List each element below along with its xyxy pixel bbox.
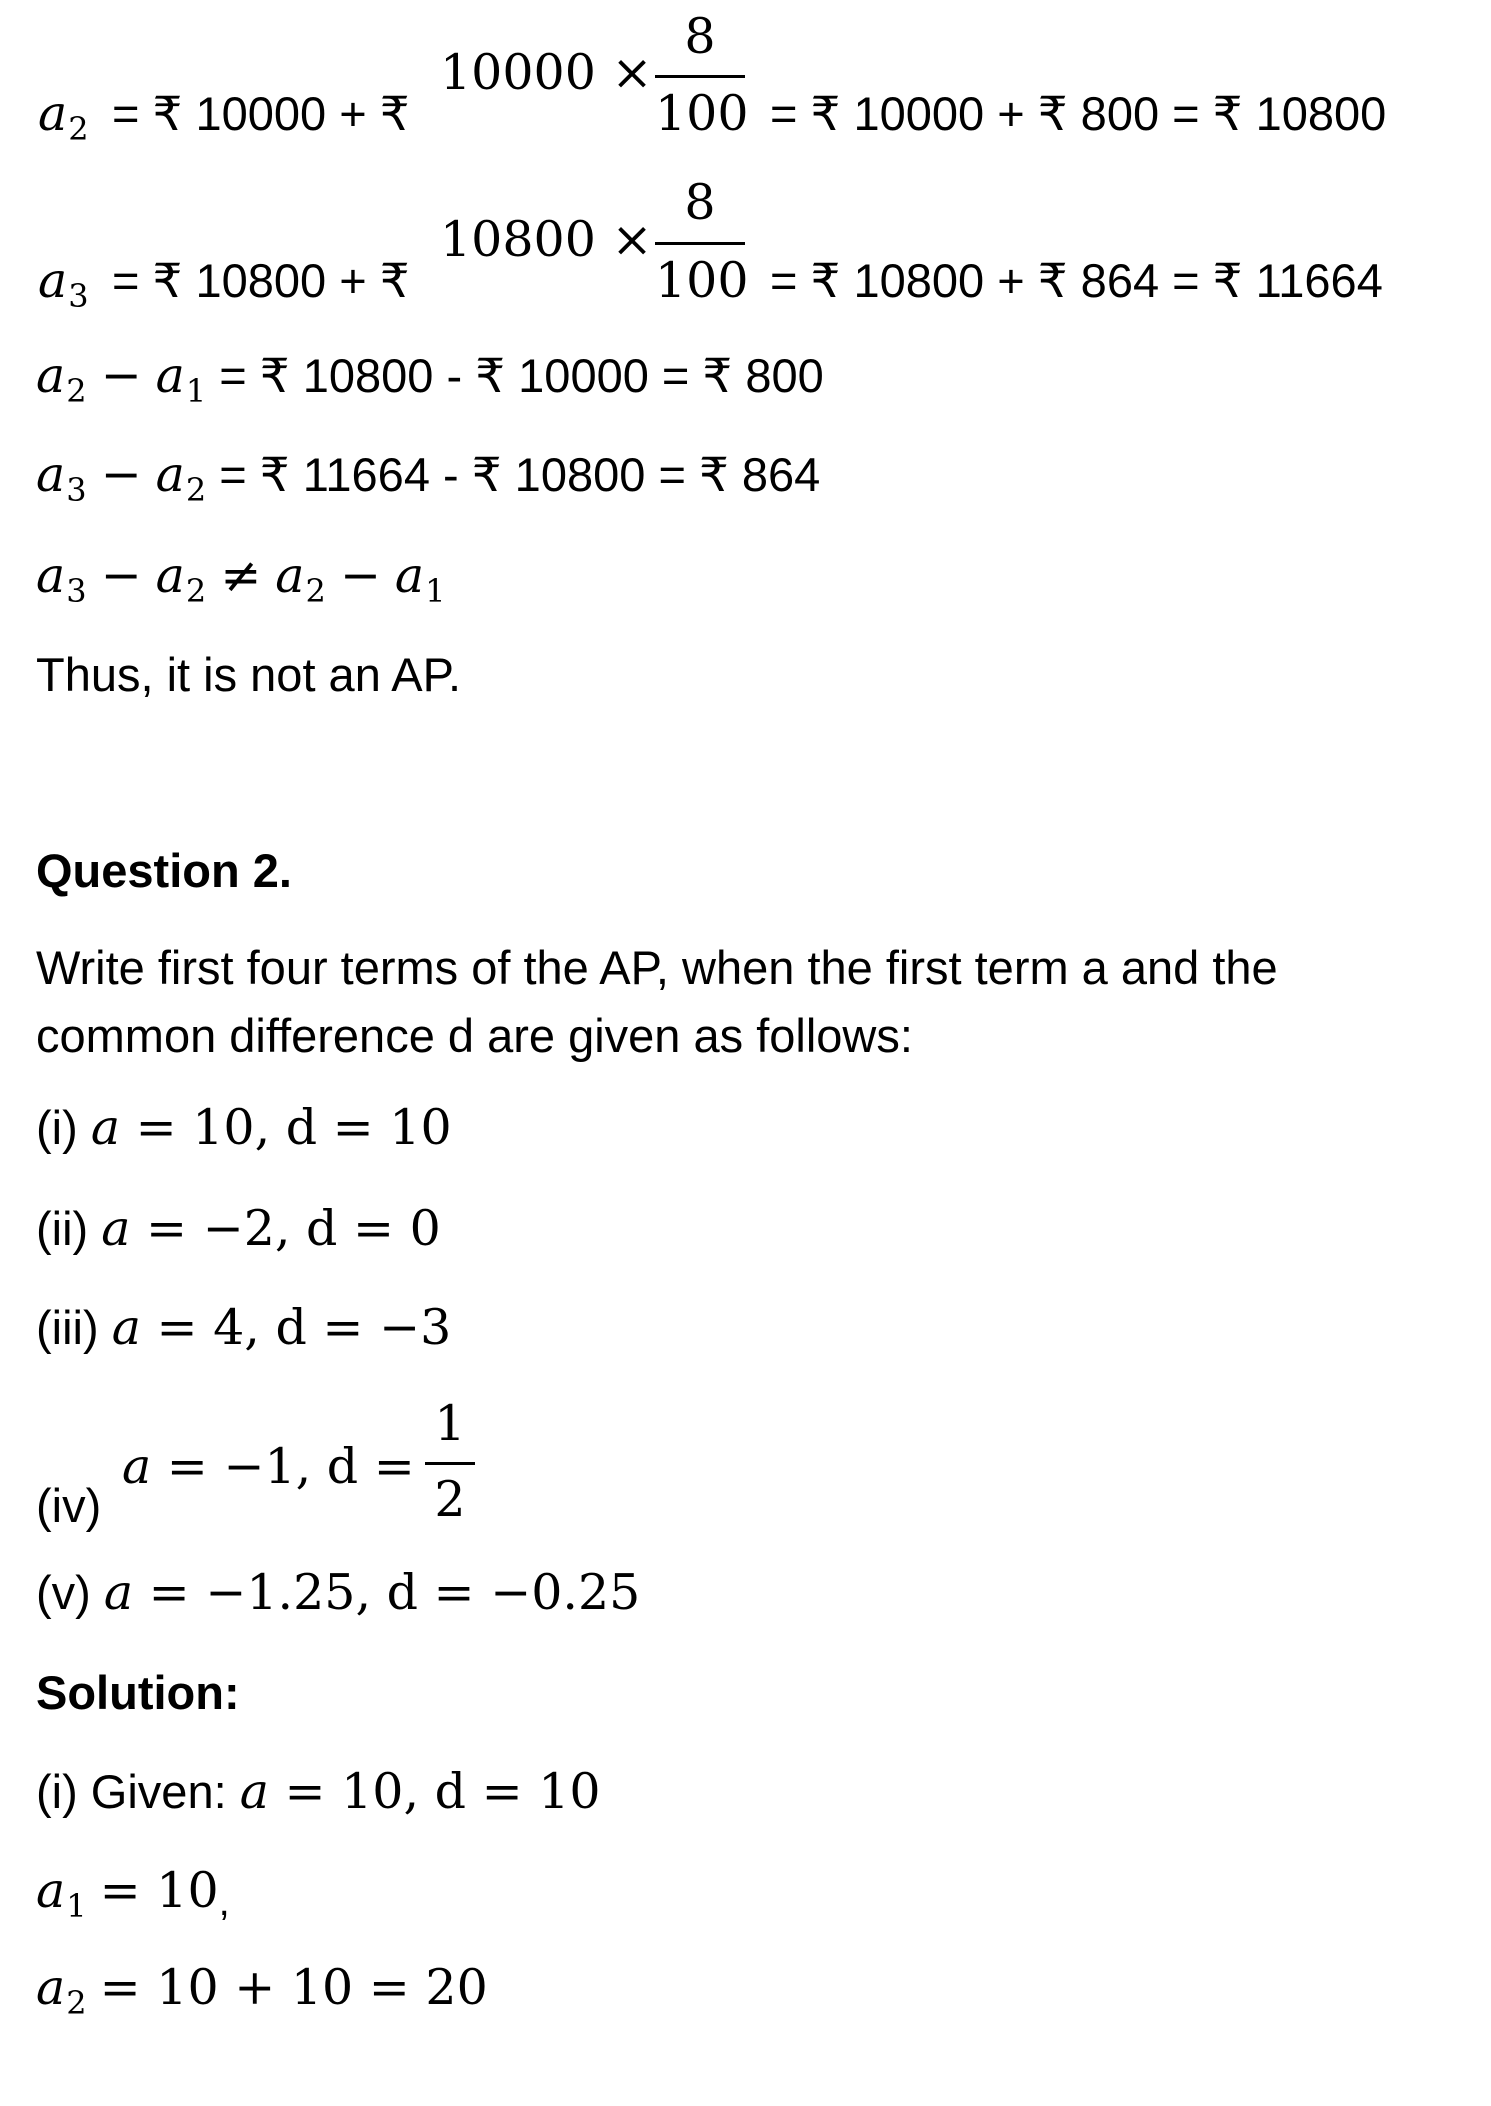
- a3-fraction-denominator: 100: [655, 252, 749, 309]
- a3-prefix: = ₹ 10800 + ₹: [112, 254, 410, 307]
- part-v: (v) a = −1.25, d = −0.25: [36, 1564, 641, 1621]
- part-label: (v): [36, 1566, 91, 1619]
- a3-result: = ₹ 10800 + ₹ 864 = ₹ 11664: [770, 254, 1383, 307]
- a3-variable: $a_3$: [38, 252, 89, 315]
- solution-given: (i) Given: a = 10, d = 10: [36, 1763, 601, 1820]
- a3-fraction-bar: [655, 242, 745, 245]
- part-iv-fraction-bar: [425, 1462, 475, 1465]
- difference-a2-a1: $a_2 - a_1$ = ₹ 10800 - ₹ 10000 = ₹ 800: [36, 347, 824, 410]
- part-label: (iii): [36, 1301, 99, 1354]
- part-iv-fraction-denominator: 2: [434, 1471, 466, 1528]
- given-label: (i) Given:: [36, 1765, 227, 1818]
- conclusion-text: Thus, it is not an AP.: [36, 648, 461, 701]
- a3-fraction-numerator: 8: [684, 174, 716, 231]
- a2-fraction-denominator: 100: [655, 85, 749, 142]
- a3-multiplicand: 10800 ×: [440, 211, 653, 268]
- part-label: (i): [36, 1101, 78, 1154]
- inequality: $a_3 - a_2 \ne a_2 - a_1$: [36, 547, 446, 610]
- part-label: (ii): [36, 1202, 89, 1255]
- part-iv: [0, 1395, 800, 1535]
- a2-fraction-numerator: 8: [684, 8, 716, 65]
- part-iv-fraction-numerator: 1: [434, 1395, 466, 1452]
- difference-a2-a1-value: = ₹ 10800 - ₹ 10000 = ₹ 800: [219, 349, 824, 402]
- a2-equation: [0, 0, 1491, 160]
- difference-a3-a2-value: = ₹ 11664 - ₹ 10800 = ₹ 864: [219, 448, 821, 501]
- part-iii: (iii) a = 4, d = −3: [36, 1299, 452, 1356]
- a2-variable: $a_2$: [38, 85, 89, 148]
- part-ii: (ii) a = −2, d = 0: [36, 1200, 441, 1257]
- a2-result: = ₹ 10000 + ₹ 800 = ₹ 10800: [770, 87, 1387, 140]
- solution-heading: Solution:: [36, 1666, 240, 1719]
- a2-multiplicand: 10000 ×: [440, 44, 653, 101]
- question-text-line-1: Write first four terms of the AP, when the first term a and the: [36, 941, 1278, 994]
- solution-a2: $a_2 = 10 + 10 = 20$: [36, 1959, 488, 2022]
- difference-a3-a2: $a_3 - a_2$ = ₹ 11664 - ₹ 10800 = ₹ 864: [36, 446, 821, 509]
- part-iv-math: a = −1, d =: [122, 1438, 415, 1495]
- solution-a1: $a_1 = 10$,: [36, 1862, 230, 1925]
- a2-prefix: = ₹ 10000 + ₹: [112, 87, 410, 140]
- question-heading: Question 2.: [36, 844, 292, 897]
- a2-fraction-bar: [655, 75, 745, 78]
- part-label: (iv): [36, 1479, 102, 1532]
- a3-equation: [0, 165, 1491, 325]
- part-i: (i) a = 10, d = 10: [36, 1099, 452, 1156]
- question-text-line-2: common difference d are given as follows:: [36, 1009, 913, 1062]
